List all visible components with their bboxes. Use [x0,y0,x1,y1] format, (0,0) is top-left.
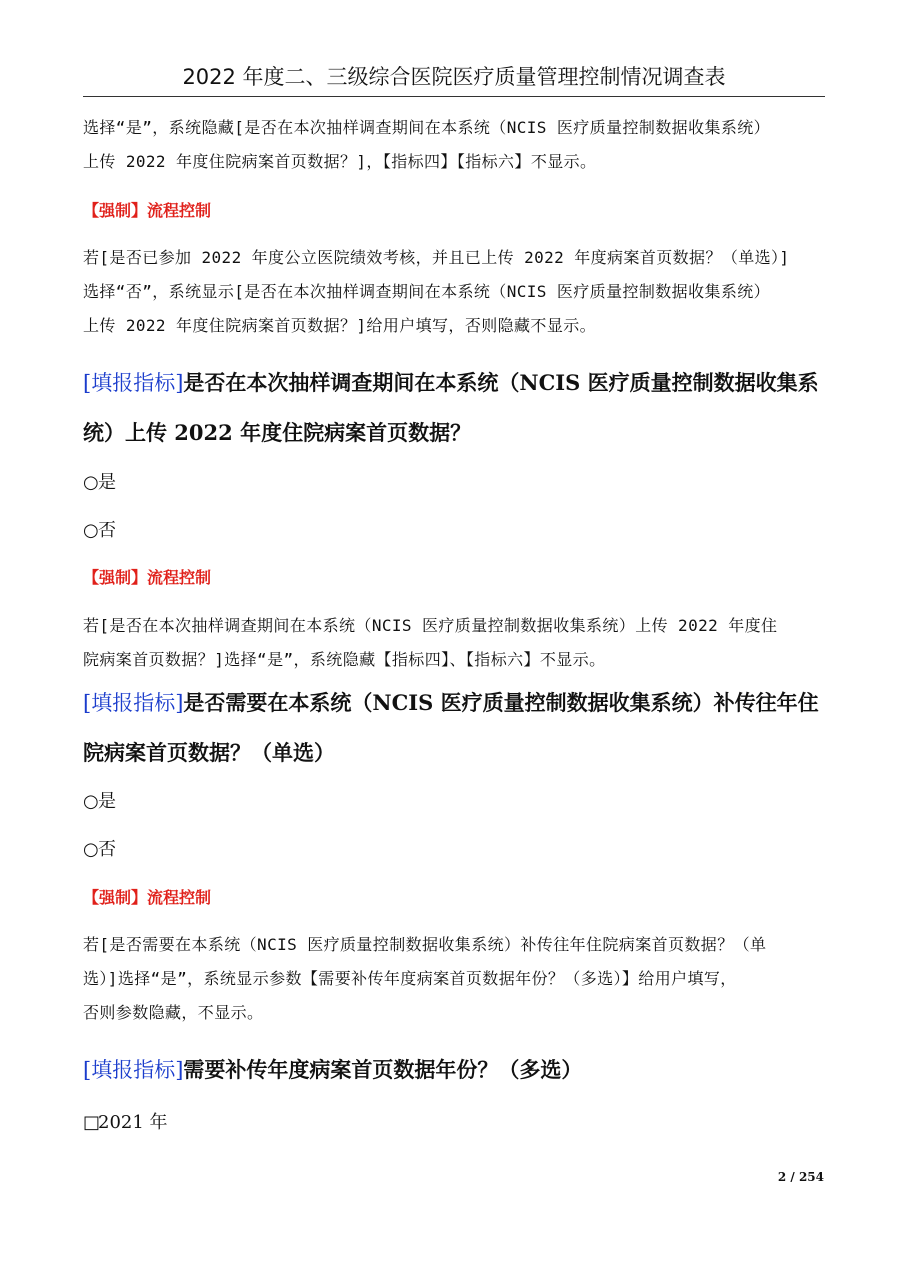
page-number: 2 / 254 [777,1170,824,1184]
paragraph-line: 上传 2022 年度住院病案首页数据？]，【指标四】【指标六】不显示。 [83,152,597,171]
paragraph-block-1 [83,111,828,179]
indicator-tag: [填报指标] [83,371,184,395]
radio-circle-icon[interactable]: ○ [83,839,99,860]
radio-circle-icon[interactable]: ○ [83,520,99,541]
option-label: 否 [98,520,116,541]
option-label: 是 [98,791,116,812]
radio-circle-icon[interactable]: ○ [83,791,99,812]
option-label: 否 [98,839,116,860]
question-1-text-2: 统）上传 2022 年度住院病案首页数据？ [83,420,472,445]
question-1 [83,358,828,458]
paragraph-line: 选择“否”，系统显示[是否在本次抽样调查期间在本系统（NCIS 医疗质量控制数据收集系统） [83,282,771,301]
paragraph-line: 上传 2022 年度住院病案首页数据？]给用户填写，否则隐藏不显示。 [83,316,597,335]
header-divider [83,96,825,97]
paragraph-block-2 [83,241,828,343]
control-label-2: 【强制】流程控制 [83,568,212,587]
paragraph-line: 否则参数隐藏，不显示。 [83,1003,264,1022]
question-2-text-2: 院病案首页数据？（单选） [83,740,335,765]
question-2-text-1: 是否需要在本系统（NCIS 医疗质量控制数据收集系统）补传往年住 [183,690,819,715]
question-3 [83,1045,828,1095]
control-label-1: 【强制】流程控制 [83,201,212,220]
question-2 [83,678,828,778]
q1-option-yes[interactable] [83,470,828,496]
option-label: 2021 年 [98,1112,168,1133]
q2-option-yes[interactable] [83,789,828,815]
paragraph-block-4 [83,928,828,1030]
paragraph-line: 选择“是”，系统隐藏[是否在本次抽样调查期间在本系统（NCIS 医疗质量控制数据收集系统） [83,118,771,137]
question-1-text-1: 是否在本次抽样调查期间在本系统（NCIS 医疗质量控制数据收集系 [183,370,819,395]
paragraph-line: 院病案首页数据？]选择“是”，系统隐藏【指标四】、【指标六】不显示。 [83,650,606,669]
page-header-title: 2022 年度二、三级综合医院医疗质量管理控制情况调查表 [182,65,726,89]
indicator-tag: [填报指标] [83,691,184,715]
paragraph-line: 选）]选择“是”，系统显示参数【需要补传年度病案首页数据年份？（多选）】给用户填写， [83,969,737,988]
question-1-line-1 [83,358,828,408]
question-3-text-1: 需要补传年度病案首页数据年份？（多选） [183,1057,583,1082]
checkbox-square-icon[interactable]: □ [83,1112,101,1133]
paragraph-line: 若[是否在本次抽样调查期间在本系统（NCIS 医疗质量控制数据收集系统）上传 2022 年度住 [83,616,778,635]
q2-option-no[interactable] [83,837,828,863]
paragraph-line: 若[是否已参加 2022 年度公立医院绩效考核，并且已上传 2022 年度病案首页数据？（单选）] [83,248,790,267]
option-label: 是 [98,472,116,493]
q1-option-no[interactable] [83,518,828,544]
indicator-tag: [填报指标] [83,1058,184,1082]
q3-option-2021[interactable] [83,1110,828,1136]
radio-circle-icon[interactable]: ○ [83,472,99,493]
paragraph-line: 若[是否需要在本系统（NCIS 医疗质量控制数据收集系统）补传往年住院病案首页数据？（单 [83,935,767,954]
paragraph-block-3 [83,609,828,677]
control-label-3: 【强制】流程控制 [83,888,212,907]
question-3-line-1 [83,1045,828,1095]
question-2-line-1 [83,678,828,728]
